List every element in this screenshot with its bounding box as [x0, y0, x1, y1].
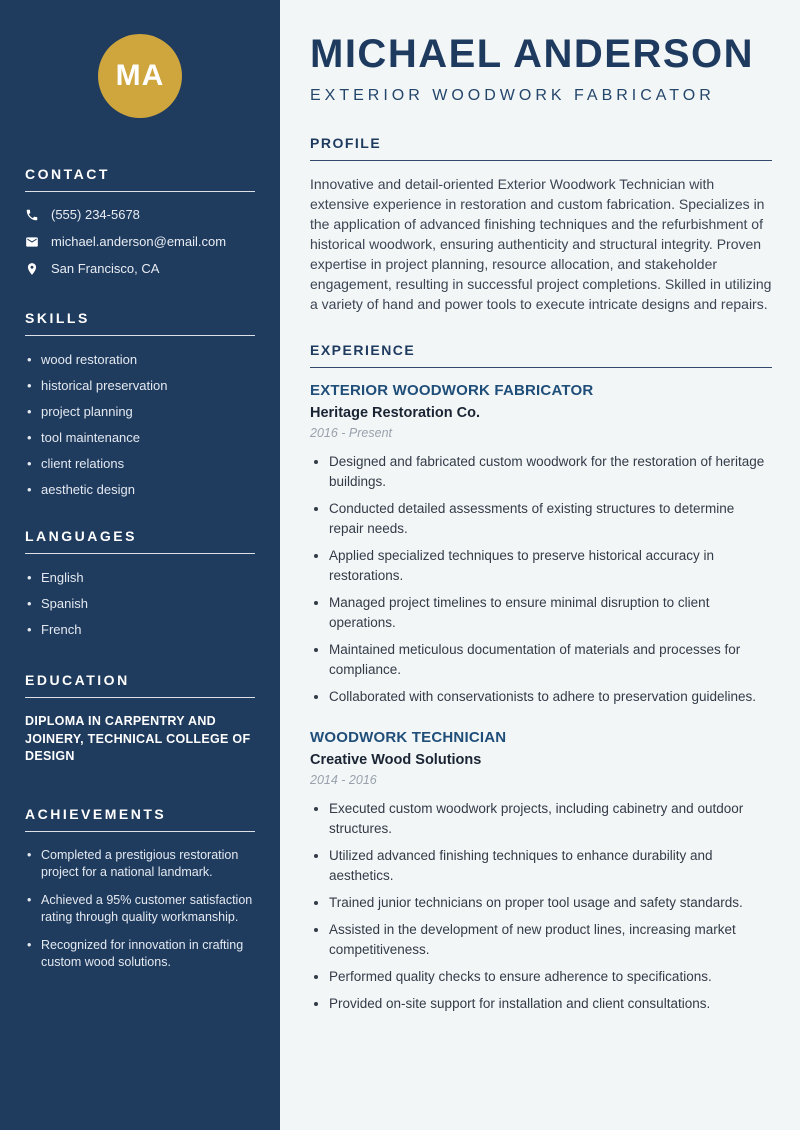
section-divider	[25, 335, 255, 336]
job-bullet: • Applied specialized techniques to preserve historical accuracy in restorations.	[329, 546, 772, 586]
skills-list	[25, 351, 255, 498]
job-entry	[310, 382, 772, 707]
job-bullet: • Provided on-site support for installation and client consultations.	[329, 994, 772, 1014]
job-dates: 2014 - 2016	[310, 773, 377, 787]
achievement-item: • Recognized for innovation in crafting custom wood solutions.	[25, 937, 255, 971]
profile-text: Innovative and detail-oriented Exterior Woodwork Technician with extensive experience in restoration and custom fabrication. Specializes in the application of advanced finishing techniques and the refurbishment of historical woodwork, ensuring authenticity and structural integrity. Proven expertise in project planning, resource allocation, and stakeholder engagement, resulting in successful project completions. Skilled in utilizing a variety of hand and power tools to execute intricate designs and repairs.	[310, 176, 772, 312]
section-divider	[25, 553, 255, 554]
sidebar	[0, 0, 280, 1130]
education-degree: DIPLOMA IN CARPENTRY AND JOINERY, TECHNICAL COLLEGE OF DESIGN	[25, 714, 251, 763]
skill-item: • wood restoration	[25, 351, 255, 368]
job-bullet: • Managed project timelines to ensure minimal disruption to client operations.	[329, 593, 772, 633]
achievements-list	[25, 847, 255, 971]
language-item: • Spanish	[25, 595, 255, 612]
avatar-initials: MA	[115, 59, 165, 92]
job-entry	[310, 729, 772, 1014]
contact-item-phone	[25, 207, 255, 222]
achievement-item: • Achieved a 95% customer satisfaction rating through quality workmanship.	[25, 892, 255, 926]
job-bullet: • Performed quality checks to ensure adherence to specifications.	[329, 967, 772, 987]
location-text: San Francisco, CA	[51, 261, 160, 276]
skills-heading: SKILLS	[25, 310, 90, 326]
job-bullet: • Utilized advanced finishing techniques to enhance durability and aesthetics.	[329, 846, 772, 886]
achievements-section	[25, 806, 255, 971]
contact-item-location	[25, 261, 255, 276]
job-bullet-list	[310, 452, 772, 707]
contact-item-email	[25, 234, 255, 249]
skill-item: • client relations	[25, 455, 255, 472]
candidate-name: MICHAEL ANDERSON	[310, 32, 755, 76]
achievements-heading: ACHIEVEMENTS	[25, 805, 167, 822]
phone-number: (555) 234-5678	[51, 207, 140, 222]
section-divider	[25, 191, 255, 192]
job-bullet: • Executed custom woodwork projects, including cabinetry and outdoor structures.	[329, 799, 772, 839]
section-divider	[310, 160, 772, 161]
skill-item: • aesthetic design	[25, 481, 255, 498]
language-item: • English	[25, 569, 255, 586]
phone-icon	[25, 208, 39, 222]
candidate-title: EXTERIOR WOODWORK FABRICATOR	[310, 87, 715, 104]
section-divider	[25, 831, 255, 832]
section-divider	[310, 367, 772, 368]
education-section	[25, 672, 255, 766]
experience-section	[310, 342, 772, 1014]
languages-list	[25, 569, 255, 638]
job-bullet: • Collaborated with conservationists to adhere to preservation guidelines.	[329, 687, 772, 707]
job-company: Creative Wood Solutions	[310, 752, 482, 768]
job-role: WOODWORK TECHNICIAN	[310, 729, 507, 746]
job-bullet: • Assisted in the development of new product lines, increasing market competitiveness.	[329, 920, 772, 960]
job-bullet-list	[310, 799, 772, 1014]
skill-item: • tool maintenance	[25, 429, 255, 446]
main-content	[280, 0, 800, 1130]
education-heading: EDUCATION	[25, 672, 130, 688]
email-icon	[25, 235, 39, 249]
job-bullet: • Conducted detailed assessments of existing structures to determine repair needs.	[329, 499, 772, 539]
job-role: EXTERIOR WOODWORK FABRICATOR	[310, 382, 594, 399]
job-bullet: • Trained junior technicians on proper tool usage and safety standards.	[329, 893, 772, 913]
profile-section	[310, 135, 772, 314]
skill-item: • historical preservation	[25, 377, 255, 394]
section-divider	[25, 697, 255, 698]
skills-section	[25, 310, 255, 498]
job-dates: 2016 - Present	[310, 426, 392, 440]
profile-heading: PROFILE	[310, 135, 382, 151]
email-address: michael.anderson@email.com	[51, 234, 227, 249]
experience-heading: EXPERIENCE	[310, 342, 416, 358]
contact-heading: CONTACT	[25, 166, 110, 182]
language-item: • French	[25, 621, 255, 638]
job-bullet: • Designed and fabricated custom woodwork for the restoration of heritage buildings.	[329, 452, 772, 492]
avatar	[98, 34, 182, 118]
languages-section	[25, 528, 255, 638]
skill-item: • project planning	[25, 403, 255, 420]
job-bullet: • Maintained meticulous documentation of materials and processes for compliance.	[329, 640, 772, 680]
job-company: Heritage Restoration Co.	[310, 405, 480, 421]
contact-section	[25, 166, 255, 276]
languages-heading: LANGUAGES	[25, 528, 137, 544]
location-icon	[25, 262, 39, 276]
achievement-item: • Completed a prestigious restoration project for a national landmark.	[25, 847, 255, 881]
